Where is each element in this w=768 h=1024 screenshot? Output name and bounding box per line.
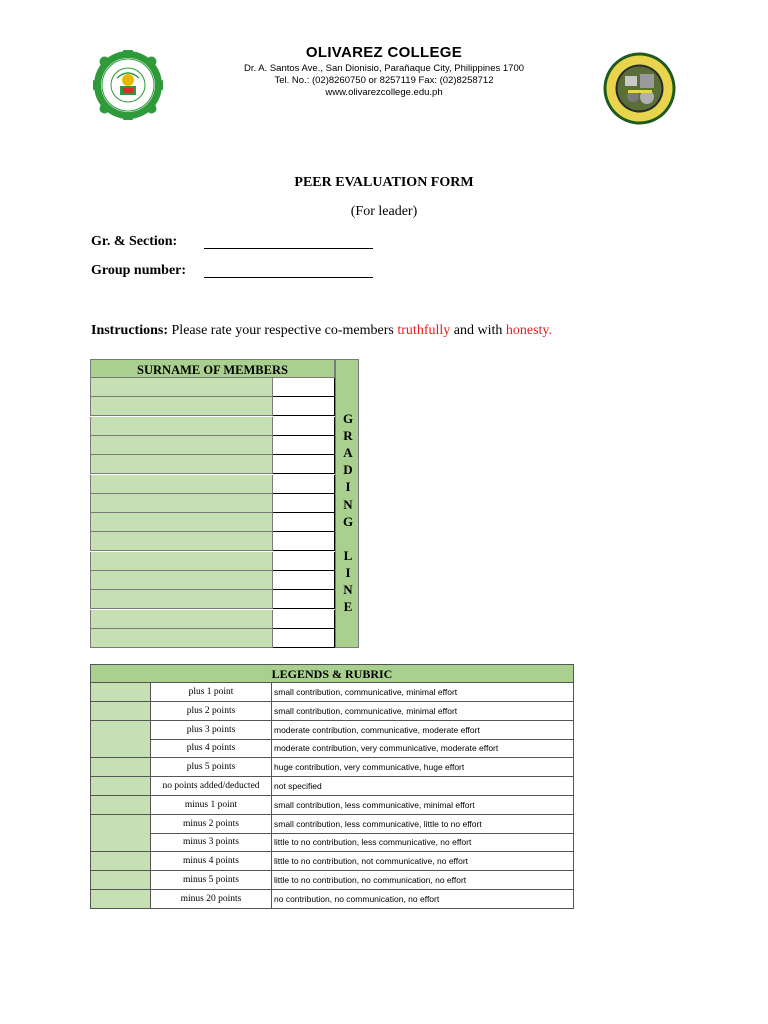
member-grade-cell[interactable] xyxy=(273,494,335,513)
legend-row xyxy=(90,833,574,852)
legend-points-cell: plus 4 points xyxy=(151,739,272,758)
member-row xyxy=(90,417,335,436)
legend-color-swatch xyxy=(90,739,151,758)
legend-color-swatch xyxy=(90,758,151,777)
member-surname-cell[interactable] xyxy=(90,475,273,494)
legend-description-cell: small contribution, communicative, minimal effort xyxy=(272,702,574,721)
member-surname-cell[interactable] xyxy=(90,629,273,648)
member-row xyxy=(90,552,335,571)
member-surname-cell[interactable] xyxy=(90,455,273,474)
grading-line-letter: I xyxy=(345,479,351,495)
grading-line-letter: L xyxy=(343,547,353,563)
member-grade-cell[interactable] xyxy=(273,475,335,494)
member-surname-cell[interactable] xyxy=(90,571,273,590)
legend-description-cell: little to no contribution, less communicative, no effort xyxy=(272,833,574,852)
legend-color-swatch xyxy=(90,852,151,871)
member-surname-cell[interactable] xyxy=(90,590,273,609)
legend-points-cell: minus 20 points xyxy=(151,890,272,909)
member-surname-cell[interactable] xyxy=(90,552,273,571)
member-grade-cell[interactable] xyxy=(273,532,335,551)
grading-line-letter: E xyxy=(343,599,353,615)
legend-color-swatch xyxy=(90,890,151,909)
grading-line-letter: I xyxy=(345,564,351,580)
member-grade-cell[interactable] xyxy=(273,378,335,397)
legend-points-cell: minus 4 points xyxy=(151,852,272,871)
legend-row xyxy=(90,683,574,702)
member-surname-cell[interactable] xyxy=(90,610,273,629)
department-seal-logo xyxy=(603,52,676,125)
instructions-text-before: Please rate your respective co-members xyxy=(168,323,398,338)
group-number-field-label: Group number: xyxy=(91,263,187,278)
legend-description-cell: little to no contribution, no communication, no effort xyxy=(272,871,574,890)
group-number-field-blank[interactable] xyxy=(204,277,373,278)
instructions-highlight-honesty: honesty. xyxy=(505,323,553,338)
grading-line-letter: G xyxy=(342,411,354,426)
grading-line-letter: G xyxy=(342,513,354,529)
legend-points-cell: minus 2 points xyxy=(151,815,272,834)
form-subtitle: (For leader) xyxy=(350,204,418,219)
member-grade-cell[interactable] xyxy=(273,590,335,609)
member-grade-cell[interactable] xyxy=(273,417,335,436)
legend-row xyxy=(90,852,574,871)
member-surname-cell[interactable] xyxy=(90,397,273,416)
member-row xyxy=(90,590,335,609)
member-grade-cell[interactable] xyxy=(273,436,335,455)
legend-points-cell: plus 2 points xyxy=(151,702,272,721)
legend-points-cell: minus 1 point xyxy=(151,796,272,815)
instructions-highlight-truthfully: truthfully xyxy=(397,323,451,338)
members-table-header: SURNAME OF MEMBERS xyxy=(90,359,335,378)
legend-description-cell: small contribution, less communicative, minimal effort xyxy=(272,796,574,815)
legend-row xyxy=(90,796,574,815)
college-name: OLIVAREZ COLLEGE xyxy=(305,44,463,61)
legend-row xyxy=(90,890,574,909)
legend-color-swatch xyxy=(90,702,151,721)
member-surname-cell[interactable] xyxy=(90,513,273,532)
member-grade-cell[interactable] xyxy=(273,610,335,629)
legend-color-swatch xyxy=(90,833,151,852)
grading-line-letter: N xyxy=(343,582,353,597)
legend-description-cell: small contribution, communicative, minimal effort xyxy=(272,683,574,702)
member-grade-cell[interactable] xyxy=(273,629,335,648)
grading-line-column xyxy=(335,359,359,648)
member-grade-cell[interactable] xyxy=(273,552,335,571)
legend-row xyxy=(90,739,574,758)
legend-row xyxy=(90,871,574,890)
legend-row xyxy=(90,815,574,834)
legend-points-cell: plus 3 points xyxy=(151,721,272,740)
members-table xyxy=(90,359,360,648)
legend-row xyxy=(90,758,574,777)
legend-description-cell: not specified xyxy=(272,777,574,796)
section-field-blank[interactable] xyxy=(204,248,373,249)
legend-points-cell: minus 3 points xyxy=(151,833,272,852)
member-surname-cell[interactable] xyxy=(90,532,273,551)
legend-row xyxy=(90,777,574,796)
grading-line-letter: R xyxy=(343,428,353,444)
legend-points-cell: minus 5 points xyxy=(151,871,272,890)
legend-color-swatch xyxy=(90,721,151,740)
member-surname-cell[interactable] xyxy=(90,378,273,397)
member-grade-cell[interactable] xyxy=(273,513,335,532)
legend-points-cell: plus 5 points xyxy=(151,758,272,777)
college-address: Dr. A. Santos Ave., San Dionisio, Parañaque City, Philippines 1700 xyxy=(243,63,525,74)
grading-line-letter: A xyxy=(343,445,353,461)
legend-color-swatch xyxy=(90,683,151,702)
legend-color-swatch xyxy=(90,871,151,890)
member-grade-cell[interactable] xyxy=(273,397,335,416)
member-row xyxy=(90,571,335,590)
legend-description-cell: no contribution, no communication, no effort xyxy=(272,890,574,909)
legend-points-cell: plus 1 point xyxy=(151,683,272,702)
legend-color-swatch xyxy=(90,796,151,815)
instructions-text xyxy=(91,323,552,339)
grading-line-letter: D xyxy=(343,462,353,478)
member-row xyxy=(90,378,335,397)
member-row xyxy=(90,494,335,513)
legend-description-cell: huge contribution, very communicative, huge effort xyxy=(272,758,574,777)
section-field-label: Gr. & Section: xyxy=(91,234,178,249)
legend-points-cell: no points added/deducted xyxy=(151,777,272,796)
instructions-label: Instructions: xyxy=(91,323,169,338)
member-row xyxy=(90,532,335,551)
member-row xyxy=(90,629,335,648)
member-row xyxy=(90,475,335,494)
legend-description-cell: little to no contribution, not communicative, no effort xyxy=(272,852,574,871)
instructions-text-middle: and with xyxy=(450,323,506,338)
legend-description-cell: small contribution, less communicative, little to no effort xyxy=(272,815,574,834)
member-surname-cell[interactable] xyxy=(90,417,273,436)
member-surname-cell[interactable] xyxy=(90,436,273,455)
member-row xyxy=(90,436,335,455)
legends-rubric-header: LEGENDS & RUBRIC xyxy=(90,664,574,683)
college-website: www.olivarezcollege.edu.ph xyxy=(325,87,443,98)
member-row xyxy=(90,455,335,474)
legend-color-swatch xyxy=(90,777,151,796)
legend-description-cell: moderate contribution, communicative, moderate effort xyxy=(272,721,574,740)
legend-color-swatch xyxy=(90,815,151,834)
member-grade-cell[interactable] xyxy=(273,455,335,474)
form-title: PEER EVALUATION FORM xyxy=(294,175,474,190)
member-surname-cell[interactable] xyxy=(90,494,273,513)
college-contact-numbers: Tel. No.: (02)8260750 or 8257119 Fax: (02)8258712 xyxy=(274,75,494,86)
grading-line-letter: N xyxy=(343,496,353,512)
member-row xyxy=(90,397,335,416)
member-row xyxy=(90,513,335,532)
legend-description-cell: moderate contribution, very communicative, moderate effort xyxy=(272,739,574,758)
legend-row xyxy=(90,721,574,740)
member-grade-cell[interactable] xyxy=(273,571,335,590)
member-row xyxy=(90,610,335,629)
legend-row xyxy=(90,702,574,721)
